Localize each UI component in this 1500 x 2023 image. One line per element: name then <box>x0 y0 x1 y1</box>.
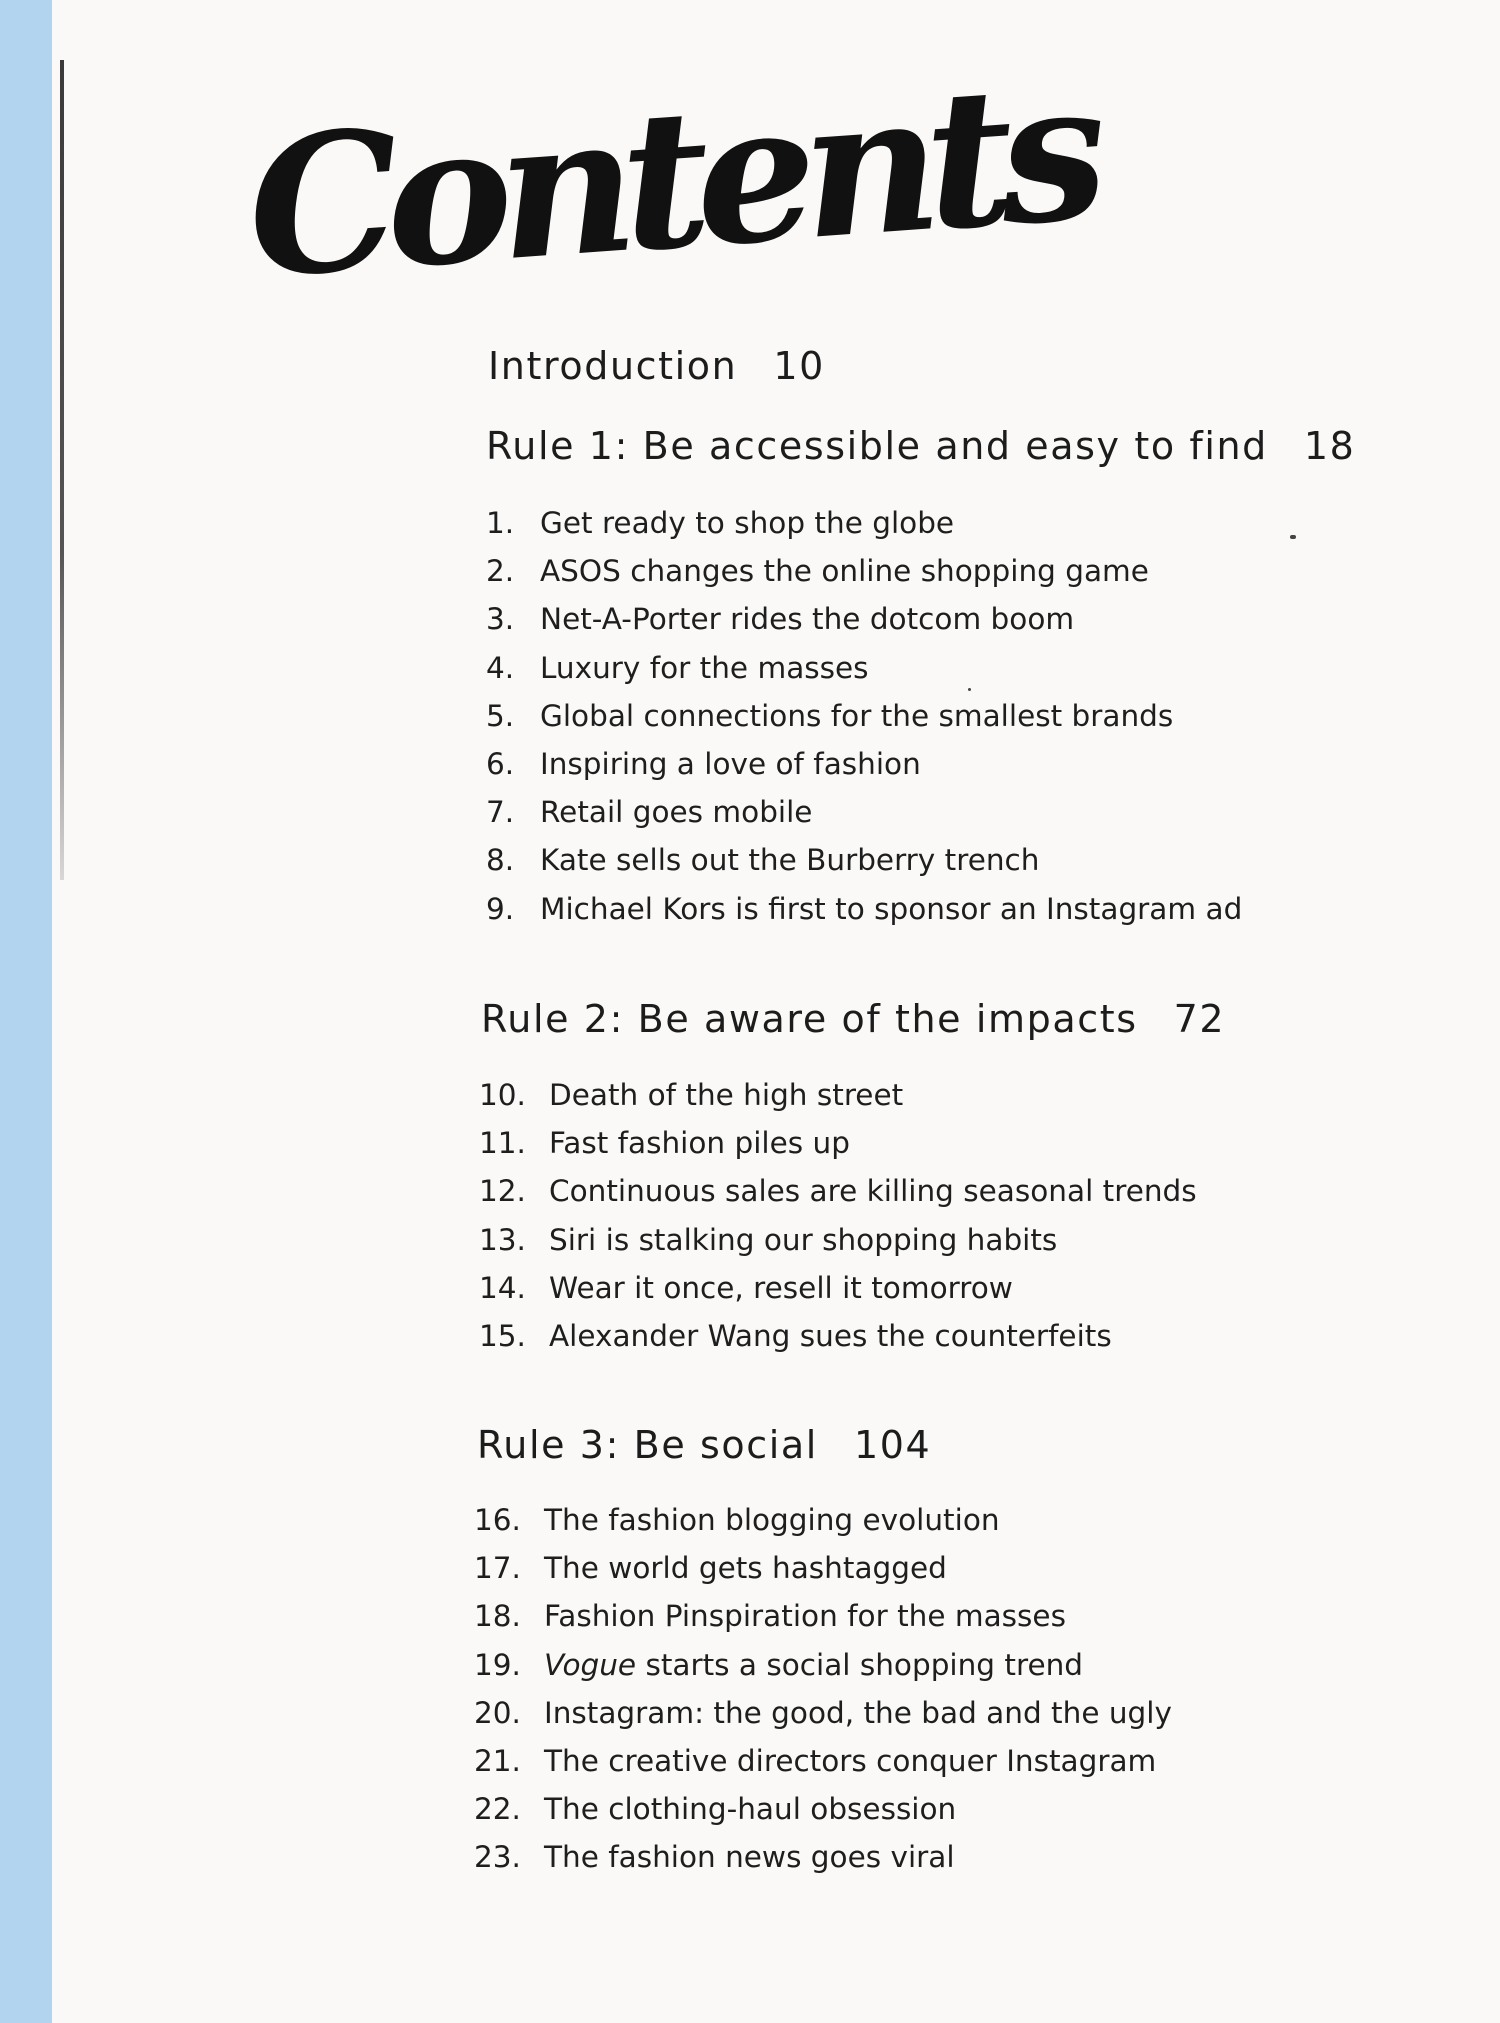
toc-item[interactable] <box>479 1174 1197 1222</box>
item-title: Continuous sales are killing seasonal trends <box>549 1174 1197 1209</box>
toc-item[interactable] <box>474 1744 1172 1792</box>
item-title-italic: Vogue <box>544 1647 637 1682</box>
toc-item[interactable] <box>486 651 1242 699</box>
item-number: 19. <box>474 1647 521 1682</box>
binding-gutter-line <box>60 60 64 880</box>
item-number: 6. <box>486 746 515 781</box>
toc-item[interactable] <box>479 1126 1197 1174</box>
rule-1-heading-text: Rule 1: Be accessible and easy to find <box>486 424 1268 468</box>
toc-item[interactable] <box>486 843 1242 891</box>
item-number: 16. <box>474 1503 521 1537</box>
item-title: Fashion Pinspiration for the masses <box>544 1599 1066 1634</box>
page-edge-strip <box>0 0 52 2023</box>
item-number: 23. <box>474 1840 521 1875</box>
item-number: 18. <box>474 1599 521 1634</box>
item-number: 15. <box>479 1318 526 1353</box>
item-number: 13. <box>479 1222 526 1257</box>
item-title: The clothing-haul obsession <box>544 1792 957 1827</box>
item-number: 12. <box>479 1174 526 1209</box>
toc-item[interactable] <box>474 1648 1172 1696</box>
item-title: The fashion news goes viral <box>544 1840 955 1875</box>
item-title: Siri is stalking our shopping habits <box>549 1222 1058 1257</box>
toc-item[interactable] <box>486 747 1242 795</box>
item-title: Net-A-Porter rides the dotcom boom <box>540 602 1075 637</box>
item-title <box>544 1648 1083 1682</box>
toc-item[interactable] <box>474 1696 1172 1744</box>
rule-3-list <box>474 1503 1172 1889</box>
item-title: Wear it once, resell it tomorrow <box>549 1270 1013 1305</box>
scan-speck <box>968 688 971 691</box>
toc-item[interactable] <box>479 1078 1197 1126</box>
item-title: Get ready to shop the globe <box>540 506 955 540</box>
toc-item[interactable] <box>479 1319 1197 1367</box>
item-title: Global connections for the smallest brands <box>540 698 1174 733</box>
rule-2-heading-text: Rule 2: Be aware of the impacts <box>481 997 1138 1041</box>
item-title: Inspiring a love of fashion <box>540 746 921 781</box>
item-title: Kate sells out the Burberry trench <box>540 843 1040 878</box>
toc-item[interactable] <box>486 795 1242 843</box>
toc-item[interactable] <box>474 1551 1172 1599</box>
item-title: Fast fashion piles up <box>549 1126 850 1161</box>
item-title: Death of the high street <box>549 1078 904 1112</box>
item-number: 9. <box>486 891 515 926</box>
item-title: Luxury for the masses <box>540 650 869 685</box>
item-title: Alexander Wang sues the counterfeits <box>549 1318 1112 1353</box>
item-title: The fashion blogging evolution <box>544 1503 1000 1537</box>
item-number: 14. <box>479 1270 526 1305</box>
item-number: 10. <box>479 1078 526 1112</box>
item-number: 7. <box>486 795 515 830</box>
item-title: The creative directors conquer Instagram <box>544 1743 1157 1778</box>
script-title-artwork <box>240 39 1100 330</box>
item-title: Retail goes mobile <box>540 795 813 830</box>
toc-item[interactable] <box>486 602 1242 650</box>
toc-item[interactable] <box>474 1599 1172 1647</box>
toc-item[interactable] <box>486 506 1242 554</box>
toc-item[interactable] <box>486 699 1242 747</box>
scan-speck <box>1290 535 1296 539</box>
item-number: 8. <box>486 843 515 878</box>
introduction-label: Introduction <box>488 344 738 388</box>
rule-1-list <box>486 506 1242 940</box>
rule-3-page-number: 104 <box>853 1423 932 1467</box>
item-number: 1. <box>486 506 515 540</box>
item-number: 17. <box>474 1551 521 1586</box>
item-number: 2. <box>486 554 515 589</box>
rule-2-list <box>479 1078 1197 1367</box>
item-number: 22. <box>474 1792 521 1827</box>
item-number: 21. <box>474 1743 521 1778</box>
toc-item[interactable] <box>479 1271 1197 1319</box>
page-title <box>240 39 1100 330</box>
toc-item[interactable] <box>479 1223 1197 1271</box>
item-number: 3. <box>486 602 515 637</box>
introduction-page-number: 10 <box>773 344 825 388</box>
item-title: The world gets hashtagged <box>544 1551 947 1586</box>
item-title: Michael Kors is first to sponsor an Instagram ad <box>540 891 1243 926</box>
item-number: 5. <box>486 698 515 733</box>
rule-3-heading[interactable] <box>477 1423 931 1467</box>
item-number: 11. <box>479 1126 526 1161</box>
rule-1-heading[interactable] <box>486 424 1355 468</box>
page-title-text: Contents <box>240 39 1100 321</box>
item-title: ASOS changes the online shopping game <box>540 554 1149 589</box>
rule-2-heading[interactable] <box>481 997 1225 1041</box>
toc-item[interactable] <box>486 554 1242 602</box>
item-title-rest: starts a social shopping trend <box>636 1647 1084 1682</box>
rule-2-page-number: 72 <box>1173 997 1226 1041</box>
toc-item[interactable] <box>474 1792 1172 1840</box>
toc-item[interactable] <box>486 892 1242 940</box>
item-title: Instagram: the good, the bad and the ugly <box>544 1695 1172 1730</box>
toc-item[interactable] <box>474 1840 1172 1888</box>
toc-item[interactable] <box>474 1503 1172 1551</box>
item-number: 4. <box>486 650 515 685</box>
rule-3-heading-text: Rule 3: Be social <box>477 1423 818 1467</box>
introduction-heading[interactable] <box>488 344 825 388</box>
rule-1-page-number: 18 <box>1303 424 1356 468</box>
item-number: 20. <box>474 1695 521 1730</box>
